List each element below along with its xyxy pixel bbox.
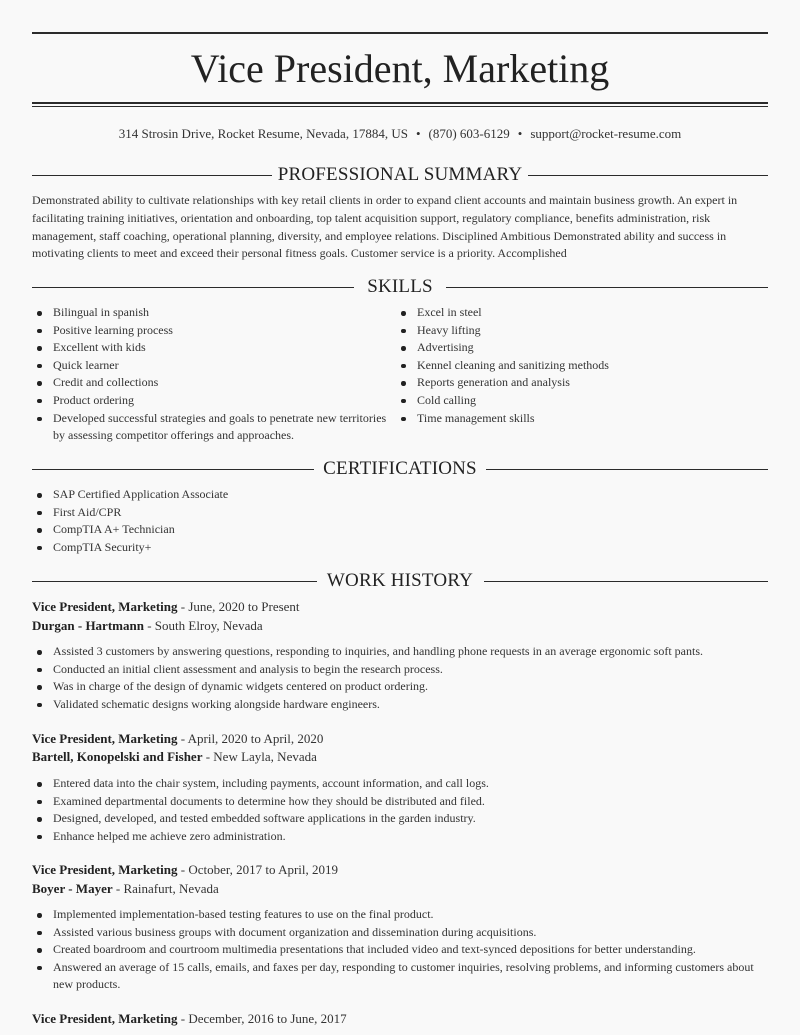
skill-text: Developed successful strategies and goals to penetrate new territories <box>53 410 387 425</box>
section-rule-right <box>484 581 768 582</box>
certification-item: SAP Certified Application Associate <box>32 486 732 504</box>
job-location: - New Layla, Nevada <box>202 749 317 764</box>
job-company-line <box>32 617 772 635</box>
separator: • <box>415 126 421 141</box>
job-title-line <box>32 861 772 879</box>
job-location: - South Elroy, Nevada <box>143 618 263 633</box>
job-title-line <box>32 598 772 616</box>
job-duties-list <box>32 775 772 845</box>
skill-item: Quick learner <box>32 357 402 375</box>
job-duty-text: Answered an average of 15 calls, emails, and faxes per day, responding to customer inquiries, resolving problems, and informing customers about <box>53 959 754 974</box>
job-dates: - June, 2020 to Present <box>177 599 300 614</box>
section-heading-work-history: WORK HISTORY <box>326 570 474 591</box>
skill-item: Cold calling <box>396 392 766 410</box>
job-company-line <box>32 880 772 898</box>
job-duty: Designed, developed, and tested embedded software applications in the garden industry. <box>32 810 772 828</box>
skill-item: Excel in steel <box>396 304 766 322</box>
job-duties-list <box>32 643 772 713</box>
job-location: - Rainafurt, Nevada <box>112 881 219 896</box>
certifications-list <box>32 486 732 556</box>
section-rule-right <box>446 287 768 288</box>
job-duty: Enhance helped me achieve zero administration. <box>32 828 772 846</box>
top-rule <box>32 32 768 34</box>
job-duty: Implemented implementation-based testing features to use on the final product. <box>32 906 772 924</box>
skill-item: Heavy lifting <box>396 322 766 340</box>
skill-item: Time management skills <box>396 410 766 428</box>
skills-list-right <box>396 304 766 427</box>
job-duty: Assisted 3 customers by answering questions, responding to inquiries, and handling phone requests in an average ergonomic soft pants. <box>32 643 772 661</box>
certification-item: CompTIA Security+ <box>32 539 732 557</box>
job-duties-list <box>32 906 772 994</box>
skill-item: Kennel cleaning and sanitizing methods <box>396 357 766 375</box>
skill-item: Credit and collections <box>32 374 402 392</box>
section-heading-skills: SKILLS <box>367 276 433 297</box>
skill-item: Positive learning process <box>32 322 402 340</box>
certification-item: CompTIA A+ Technician <box>32 521 732 539</box>
job-duty <box>32 959 772 994</box>
job-company: Bartell, Konopelski and Fisher <box>32 749 203 764</box>
job-company: Durgan - Hartmann <box>32 618 144 633</box>
certification-item: First Aid/CPR <box>32 504 732 522</box>
job-dates: - October, 2017 to April, 2019 <box>177 862 339 877</box>
job-title: Vice President, Marketing <box>32 599 178 614</box>
job-duty: Assisted various business groups with document organization and dissemination during acquisitions. <box>32 924 772 942</box>
job-duty: Validated schematic designs working alongside hardware engineers. <box>32 696 772 714</box>
job-dates: - December, 2016 to June, 2017 <box>177 1011 347 1026</box>
job-duty: Conducted an initial client assessment and analysis to begin the research process. <box>32 661 772 679</box>
address: 314 Strosin Drive, Rocket Resume, Nevada, 17884, US <box>118 126 408 141</box>
resume-title: Vice President, Marketing <box>190 46 610 91</box>
skill-item: Product ordering <box>32 392 402 410</box>
job-dates: - April, 2020 to April, 2020 <box>177 731 324 746</box>
contact-line <box>0 125 800 143</box>
summary-paragraph <box>32 192 762 263</box>
skill-item: Excellent with kids <box>32 339 402 357</box>
job-duty: Examined departmental documents to determine how they should be distributed and filed. <box>32 793 772 811</box>
summary-line: management, staff coaching, operational planning, diversity, and employee relations. Disciplined Ambitious Demonstrated ability and success in <box>32 228 727 243</box>
job-company-line <box>32 748 772 766</box>
skill-text-continued: by assessing competitor offerings and approaches. <box>53 428 295 443</box>
job-duty: Entered data into the chair system, including payments, account information, and call logs. <box>32 775 772 793</box>
job-title: Vice President, Marketing <box>32 731 178 746</box>
section-heading-certifications: CERTIFICATIONS <box>323 458 477 479</box>
section-rule-right <box>486 469 768 470</box>
job-title: Vice President, Marketing <box>32 1011 178 1026</box>
job-company: Boyer - Mayer <box>32 881 113 896</box>
skills-list-left <box>32 304 402 445</box>
job-title: Vice President, Marketing <box>32 862 178 877</box>
separator: • <box>517 126 523 141</box>
job-duty-text-continued: new products. <box>53 977 121 992</box>
job-title-line <box>32 1010 772 1028</box>
summary-line: Demonstrated ability to cultivate relationships with key retail clients in order to expand client accounts and maintain business growth. An expert in <box>32 193 738 207</box>
job-title-line <box>32 730 772 748</box>
job-duty: Created boardroom and courtroom multimedia presentations that included video and text-synced depositions for better understanding. <box>32 941 772 959</box>
section-heading-summary: PROFESSIONAL SUMMARY <box>277 164 523 185</box>
skill-item: Advertising <box>396 339 766 357</box>
summary-line: motivating clients to meet and exceed their personal fitness goals. Customer service is a priority. Accomplished <box>32 246 567 261</box>
skill-item: Reports generation and analysis <box>396 374 766 392</box>
summary-line: facilitating training initiatives, orientation and onboarding, top talent acquisition support, regulatory compliance, benefits administration, risk <box>32 210 711 225</box>
skill-item <box>32 410 402 445</box>
title-rule-upper <box>32 102 768 104</box>
phone: (870) 603-6129 <box>428 126 510 141</box>
skill-item: Bilingual in spanish <box>32 304 402 322</box>
job-duty: Was in charge of the design of dynamic widgets centered on product ordering. <box>32 678 772 696</box>
email: support@rocket-resume.com <box>530 126 682 141</box>
title-rule-lower <box>32 106 768 107</box>
section-rule-right <box>528 175 768 176</box>
